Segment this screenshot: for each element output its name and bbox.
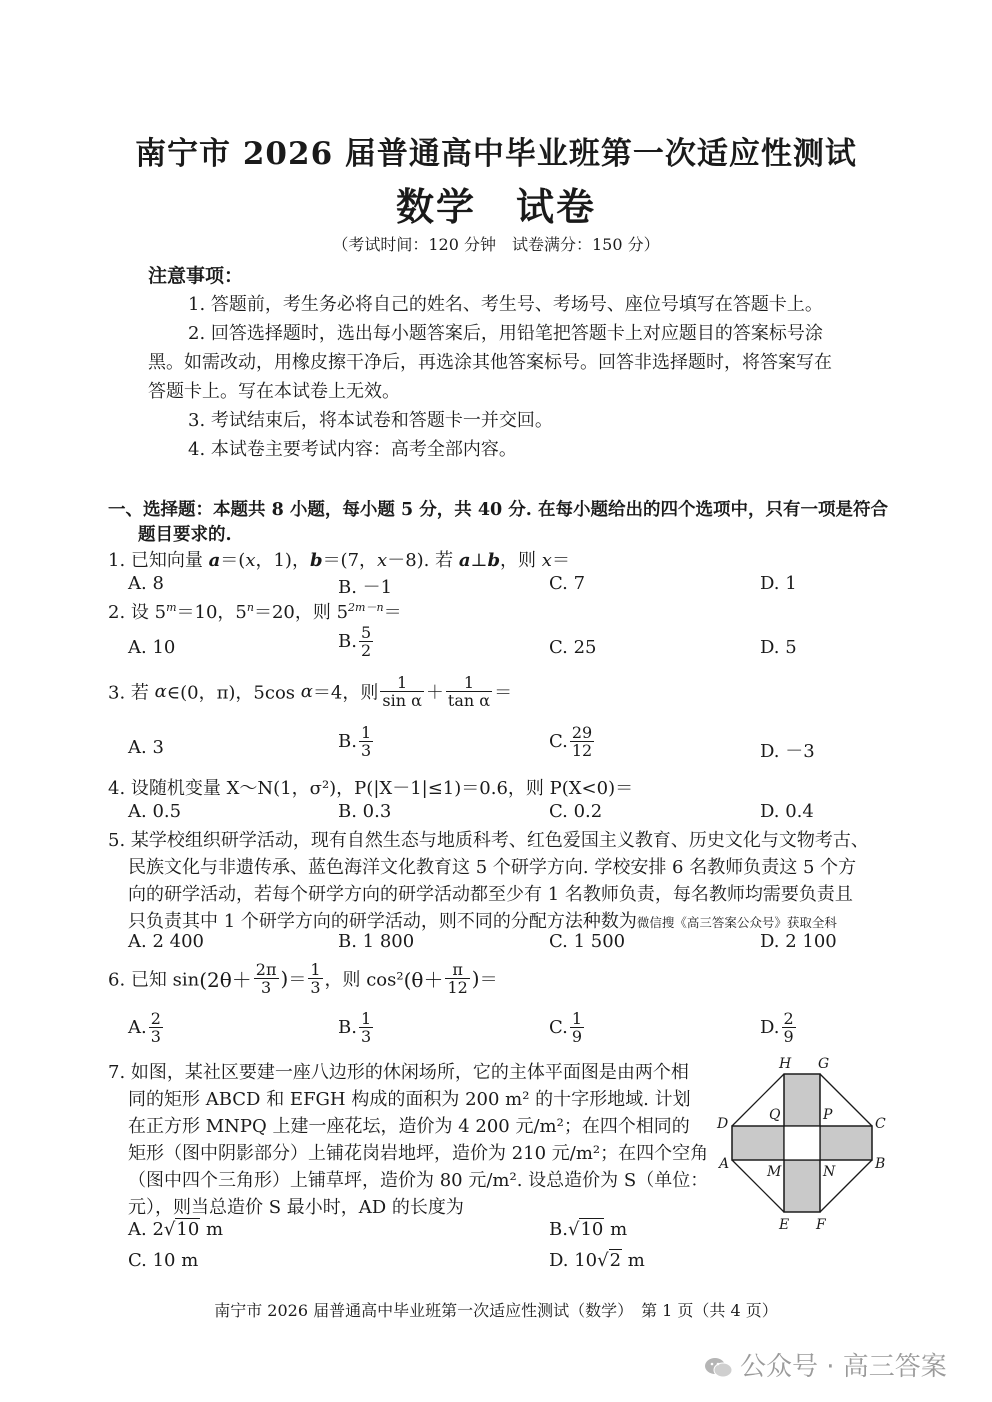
label-h: H xyxy=(779,1056,792,1072)
notice-item-2: 2. 回答选择题时，选出每小题答案后，用铅笔把答题卡上对应题目的答案标号涂 xyxy=(188,323,823,344)
question-7-line-5: （图中四个三角形）上铺草坪，造价为 80 元/m². 设总造价为 S（单位： xyxy=(128,1170,709,1191)
q6-option-c: C. $\frac{1}{9}$ xyxy=(549,1009,583,1046)
shaded-rect-right xyxy=(820,1126,872,1160)
notice-item-2-cont: 黑。如需改动，用橡皮擦干净后，再选涂其他答案标号。回答非选择题时，将答案写在 xyxy=(148,352,832,373)
label-n: N xyxy=(823,1164,836,1180)
question-4: 4. 设随机变量 X～N(1，σ²)，P(|X－1|≤1)＝0.6，则 P(X<0)＝ xyxy=(108,778,634,799)
q5-option-c: C. 1 500 xyxy=(549,931,626,952)
question-1: 1. 已知向量 a＝(x，1)，b＝(7，x－8). 若 a⊥b，则 x＝ xyxy=(108,550,570,571)
question-7-line-3: 在正方形 MNPQ 上建一座花坛，造价为 4 200 元/m²；在四个相同的 xyxy=(128,1116,690,1137)
q2-option-d: D. 5 xyxy=(760,637,797,658)
shaded-rect-bottom xyxy=(784,1160,820,1212)
q7-option-a: A. 2√10 m xyxy=(128,1219,224,1240)
label-m: M xyxy=(767,1164,782,1180)
center-square xyxy=(784,1126,820,1160)
shaded-rect-top xyxy=(784,1074,820,1126)
q1-option-d: D. 1 xyxy=(760,573,797,594)
promo-note: 微信搜《高三答案公众号》获取全科 xyxy=(636,915,837,930)
label-c: C xyxy=(875,1116,886,1132)
question-7-line-4: 矩形（图中阴影部分）上铺花岗岩地坪，造价为 210 元/m²；在四个空角 xyxy=(128,1143,709,1164)
question-6: 6. 已知 sin(2θ＋ $\frac{2\pi}{3}$ )＝ $\frac{1}{3}$ ，则 cos²(θ＋ $\frac{\pi}{12}$ )＝ xyxy=(108,960,498,997)
q2-option-c: C. 25 xyxy=(549,637,597,658)
watermark xyxy=(704,1346,947,1383)
page-footer: 南宁市 2026 届普通高中毕业班第一次适应性测试（数学） 第 1 页（共 4 页） xyxy=(214,1301,778,1320)
question-2: 2. 设 $5^m=10$，$5^n=20$，则 $5^{2m-n}=$ xyxy=(108,601,402,623)
label-d: D xyxy=(717,1116,729,1132)
label-p: P xyxy=(823,1107,833,1123)
q4-option-d: D. 0.4 xyxy=(760,801,814,822)
q6-option-b: B. $\frac{1}{3}$ xyxy=(338,1009,372,1046)
subject-title: 数学 试卷 xyxy=(395,184,596,229)
notice-item-3: 3. 考试结束后，将本试卷和答题卡一并交回。 xyxy=(188,410,553,431)
q7-option-c: C. 10 m xyxy=(128,1250,199,1271)
notice-heading: 注意事项： xyxy=(148,265,244,287)
question-7-line-6: 元），则当总造价 S 最小时，AD 的长度为 xyxy=(128,1197,464,1218)
question-7-line-1: 7. 如图，某社区要建一座八边形的休闲场所，它的主体平面图是由两个相 xyxy=(108,1062,689,1083)
q3-option-d: D. －3 xyxy=(760,741,815,762)
label-b: B xyxy=(875,1156,886,1172)
q3-option-b: B. $\frac{1}{3}$ xyxy=(338,723,372,760)
exam-time-info: （考试时间：120 分钟 试卷满分：150 分） xyxy=(332,235,660,254)
shaded-rect-left xyxy=(732,1126,784,1160)
q7-option-d: D. 10√2 m xyxy=(549,1250,645,1271)
question-5-line-3: 向的研学活动，若每个研学方向的研学活动都至少有 1 名教师负责，每名教师均需要负责且 xyxy=(128,884,853,905)
q7-option-b: B.√10 m xyxy=(549,1219,628,1240)
watermark-text: 公众号 · 高三答案 xyxy=(740,1352,947,1382)
q4-option-b: B. 0.3 xyxy=(338,801,392,822)
question-3: 3. 若 α∈(0，π)，5cos α＝4，则 $\frac{1}{\text{sin α}}$ ＋ $\frac{1}{\text{tan α}}$ ＝ xyxy=(108,673,513,710)
q4-option-c: C. 0.2 xyxy=(549,801,603,822)
octagon-cross-figure xyxy=(712,1052,902,1237)
q5-option-d: D. 2 100 xyxy=(760,931,837,952)
q5-option-a: A. 2 400 xyxy=(128,931,204,952)
q2-option-a: A. 10 xyxy=(128,637,176,658)
section-heading-cont: 题目要求的. xyxy=(138,525,232,545)
q4-option-a: A. 0.5 xyxy=(128,801,182,822)
question-5-line-2: 民族文化与非遗传承、蓝色海洋文化教育这 5 个研学方向. 学校安排 6 名教师负责这 5 个方 xyxy=(128,857,857,878)
q3-option-a: A. 3 xyxy=(128,737,164,758)
label-g: G xyxy=(818,1056,830,1072)
label-q: Q xyxy=(769,1107,781,1123)
q5-option-b: B. 1 800 xyxy=(338,931,415,952)
q1-option-b: B. －1 xyxy=(338,577,393,598)
question-5-line-1: 5. 某学校组织研学活动，现有自然生态与地质科考、红色爱国主义教育、历史文化与文物考古、 xyxy=(108,830,869,851)
q2-option-b: B. $\frac{5}{2}$ xyxy=(338,623,372,660)
label-a: A xyxy=(719,1156,730,1172)
section-heading: 一、选择题：本题共 8 小题，每小题 5 分，共 40 分. 在每小题给出的四个选项中，只有一项是符合 xyxy=(108,500,888,520)
q3-option-c: C. $\frac{29}{12}$ xyxy=(549,723,593,760)
notice-item-4: 4. 本试卷主要考试内容：高考全部内容。 xyxy=(188,439,517,460)
wechat-icon xyxy=(704,1356,734,1380)
q1-option-a: A. 8 xyxy=(128,573,164,594)
question-7-line-2: 同的矩形 ABCD 和 EFGH 构成的面积为 200 m² 的十字形地域. 计划 xyxy=(128,1089,691,1110)
q6-option-a: A. $\frac{2}{3}$ xyxy=(128,1009,161,1046)
q1-option-c: C. 7 xyxy=(549,573,586,594)
label-f: F xyxy=(816,1217,826,1233)
notice-item-2-end: 答题卡上。写在本试卷上无效。 xyxy=(148,381,400,402)
exam-title: 南宁市 2026 届普通高中毕业班第一次适应性测试 xyxy=(135,136,857,172)
label-e: E xyxy=(779,1217,790,1233)
notice-item-1: 1. 答题前，考生务必将自己的姓名、考生号、考场号、座位号填写在答题卡上。 xyxy=(188,294,823,315)
question-5-line-4: 只负责其中 1 个研学方向的研学活动，则不同的分配方法种数为微信搜《高三答案公众号》获取全科 xyxy=(128,911,837,932)
q6-option-d: D. $\frac{2}{9}$ xyxy=(760,1009,794,1046)
